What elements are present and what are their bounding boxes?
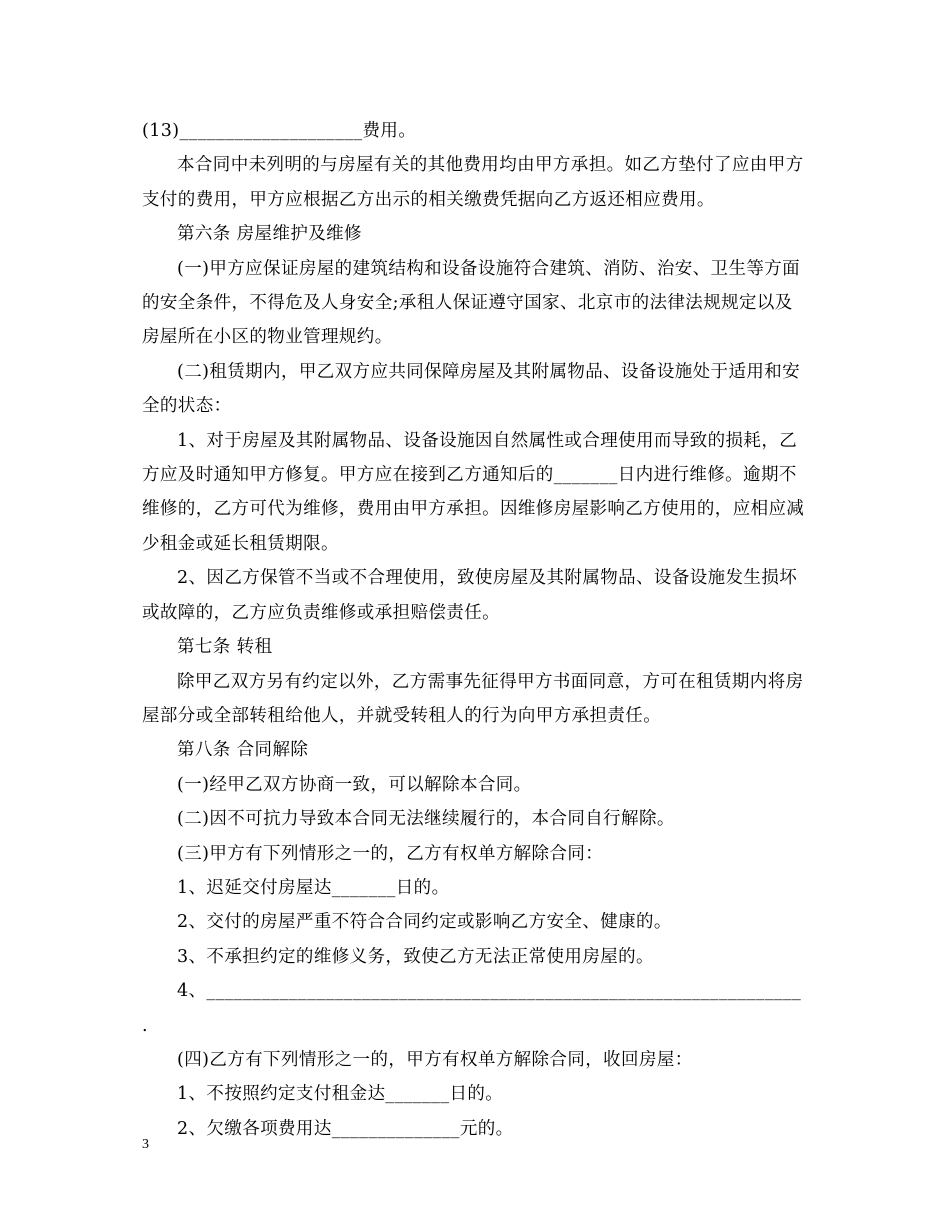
paragraph-8-4: (四)乙方有下列情形之一的，甲方有权单方解除合同，收回房屋： (177, 1049, 693, 1070)
paragraph-6-2: (二)租赁期内，甲乙双方应共同保障房屋及其附属物品、设备设施处于适用和安全的状态： (142, 361, 801, 417)
paragraph-8-2: (二)因不可抗力导致本合同无法继续履行的，本合同自行解除。 (177, 809, 675, 830)
page-number: 3 (142, 1137, 149, 1152)
paragraph-8-3-item-3: 3、不承担约定的维修义务，致使乙方无法正常使用房屋的。 (177, 946, 654, 967)
paragraph-6-2-item-1: 1、对于房屋及其附属物品、设备设施因自然属性或合理使用而导致的损耗，乙方应及时通知甲方修复。甲方应在接到乙方通知后的_______日内进行维修。逾期不维修的，乙方可代为维修，费用由甲方承担。因维修房屋影响乙方使用的，应相应减少租金或延长租赁期限。 (142, 430, 805, 554)
paragraph-8-3: (三)甲方有下列情形之一的，乙方有权单方解除合同： (177, 843, 604, 864)
paragraph-8-4-item-2: 2、欠缴各项费用达______________元的。 (177, 1118, 514, 1139)
heading-article-6: 第六条 房屋维护及维修 (177, 224, 362, 245)
paragraph-other-fees: 本合同中未列明的与房屋有关的其他费用均由甲方承担。如乙方垫付了应由甲方支付的费用，甲方应根据乙方出示的相关缴费凭据向乙方返还相应费用。 (142, 155, 804, 210)
paragraph-7-sublease: 除甲乙双方另有约定以外，乙方需事先征得甲方书面同意，方可在租赁期内将房屋部分或全部转租给他人，并就受转租人的行为向甲方承担责任。 (142, 671, 804, 726)
paragraph-8-4-item-1: 1、不按照约定支付租金达_______日的。 (177, 1084, 504, 1105)
heading-article-8: 第八条 合同解除 (177, 740, 309, 761)
paragraph-6-1: (一)甲方应保证房屋的建筑结构和设备设施符合建筑、消防、治安、卫生等方面的安全条件，不得危及人身安全;承租人保证遵守国家、北京市的法律法规规定以及房屋所在小区的物业管理规约。 (142, 258, 801, 348)
paragraph-8-3-item-4: 4、_________________________________________________________________ . (142, 981, 808, 1036)
paragraph-8-3-item-1: 1、迟延交付房屋达_______日的。 (177, 877, 450, 898)
paragraph-fee-13: (13)____________________费用。 (142, 121, 417, 141)
paragraph-8-1: (一)经甲乙双方协商一致，可以解除本合同。 (177, 774, 532, 795)
paragraph-6-2-item-2: 2、因乙方保管不当或不合理使用，致使房屋及其附属物品、设备设施发生损坏或故障的，乙方应负责维修或承担赔偿责任。 (142, 568, 798, 623)
paragraph-8-3-item-2: 2、交付的房屋严重不符合合同约定或影响乙方安全、健康的。 (177, 912, 672, 933)
document-body (142, 114, 810, 1146)
heading-article-7: 第七条 转租 (177, 637, 273, 658)
